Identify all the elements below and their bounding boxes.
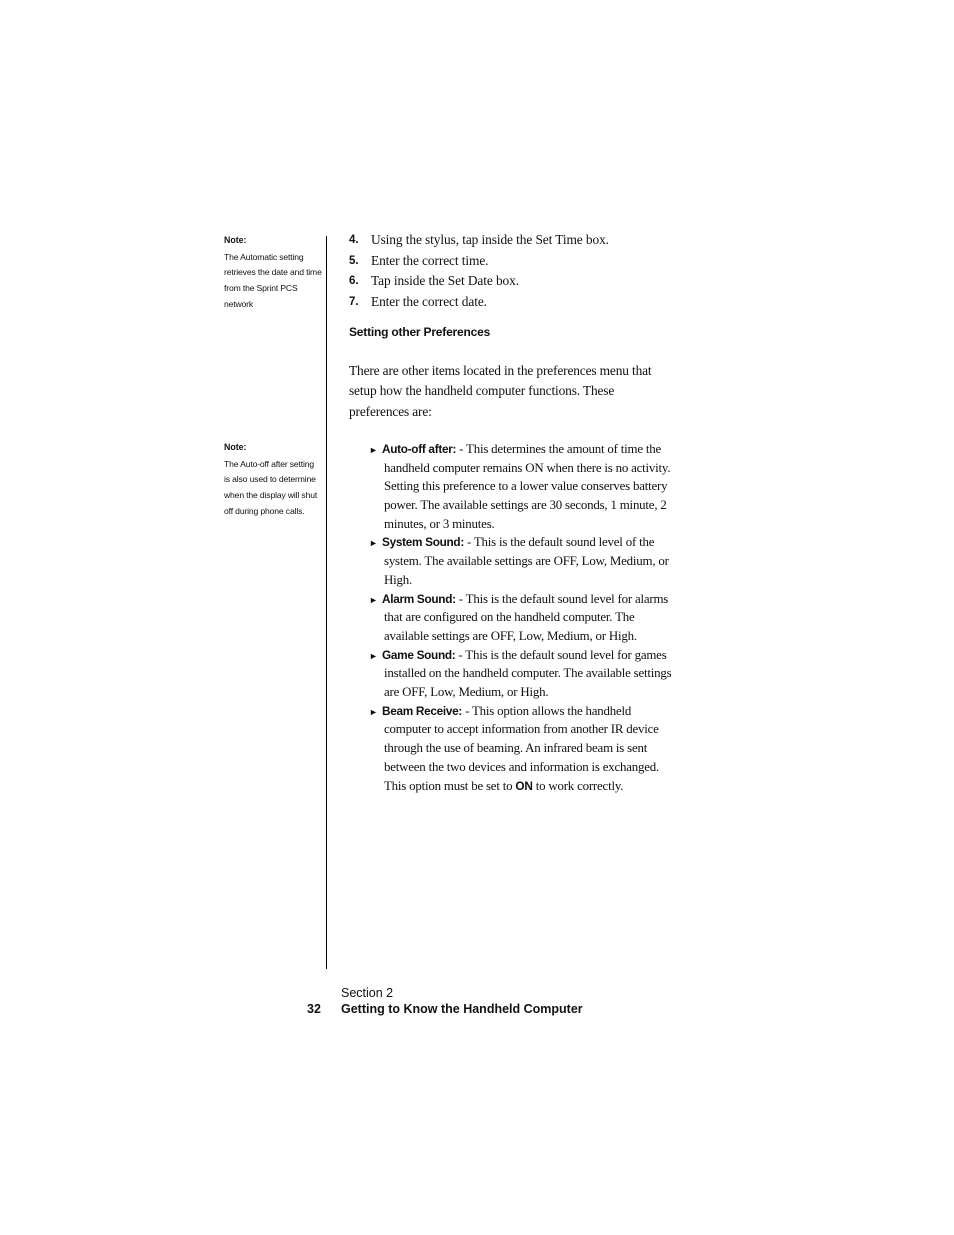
step-number: 7.: [349, 295, 359, 308]
step-text: Tap inside the Set Date box.: [371, 273, 519, 288]
preference-description: - This option allows the handheld computer to accept information from another IR device through the use of beaming. An infrared beam is sent between the two devices and information is exchanged. This option must be set to: [384, 703, 660, 793]
section-heading: Setting other Preferences: [349, 325, 491, 339]
section-intro: There are other items located in the preferences menu that setup how the handheld computer functions. These preferences are:: [349, 363, 652, 419]
bullet-arrow-icon: ►: [369, 538, 378, 549]
step-number: 4.: [349, 234, 359, 246]
preference-description: - This is the default sound level for games installed on the handheld computer. The available settings are OFF, Low, Medium, or High.: [384, 647, 672, 700]
page-number: 32: [307, 1002, 321, 1016]
preference-item-game-sound: [369, 646, 674, 702]
bullet-arrow-icon: ►: [369, 650, 378, 661]
preference-item-system-sound: [369, 533, 674, 589]
footer-section-label: Section 2: [341, 986, 394, 1000]
preference-item-auto-off: [369, 440, 674, 534]
preference-label: Beam Receive:: [382, 703, 463, 718]
step-text: Using the stylus, tap inside the Set Time box.: [371, 232, 609, 247]
preferences-list: [349, 440, 679, 795]
preference-item-beam-receive: [369, 702, 674, 796]
preference-label: Game Sound:: [382, 647, 456, 662]
step-text: Enter the correct time.: [371, 252, 489, 268]
preference-description: - This is the default sound level for alarms that are configured on the handheld computer. The available settings are OFF, Low, Medium, or High.: [384, 591, 669, 643]
margin-note-auto-off: [224, 440, 322, 520]
column-divider: [326, 236, 327, 969]
preference-description: - This determines the amount of time the handheld computer remains ON when there is no activity. Setting this preference to a lower value conserves battery power. The available settings are 30 seconds, 1 minute, 2 minutes, or 3 minutes.: [384, 441, 671, 531]
step-item: [349, 271, 679, 292]
bullet-arrow-icon: ►: [369, 594, 378, 605]
step-item: [349, 251, 679, 272]
main-column: [349, 230, 679, 795]
step-item: [349, 230, 679, 251]
note-heading: Note:: [224, 235, 247, 245]
note-body: The Auto-off after setting is also used to determine when the display will shut off during phone calls.: [224, 458, 318, 516]
preference-label: Alarm Sound:: [382, 591, 456, 606]
step-number: 5.: [349, 254, 359, 267]
emphasis-on: ON: [515, 778, 533, 793]
note-body: The Automatic setting retrieves the date and time from the Sprint PCS network: [224, 251, 322, 309]
preference-label: System Sound:: [382, 535, 464, 550]
preference-description: - This is the default sound level of the system. The available settings are OFF, Low, Medium, or High.: [384, 535, 669, 587]
step-number: 6.: [349, 275, 359, 287]
preference-item-alarm-sound: [369, 590, 674, 646]
bullet-arrow-icon: ►: [369, 706, 378, 717]
margin-note-automatic: [224, 233, 322, 313]
step-item: [349, 292, 679, 313]
bullet-arrow-icon: ►: [369, 444, 378, 455]
preference-description-tail: to work correctly.: [532, 778, 624, 793]
steps-list: [349, 230, 679, 312]
preference-label: Auto-off after:: [382, 441, 457, 456]
note-heading: Note:: [224, 442, 247, 452]
footer-title: Getting to Know the Handheld Computer: [341, 1002, 583, 1016]
step-text: Enter the correct date.: [371, 293, 487, 309]
